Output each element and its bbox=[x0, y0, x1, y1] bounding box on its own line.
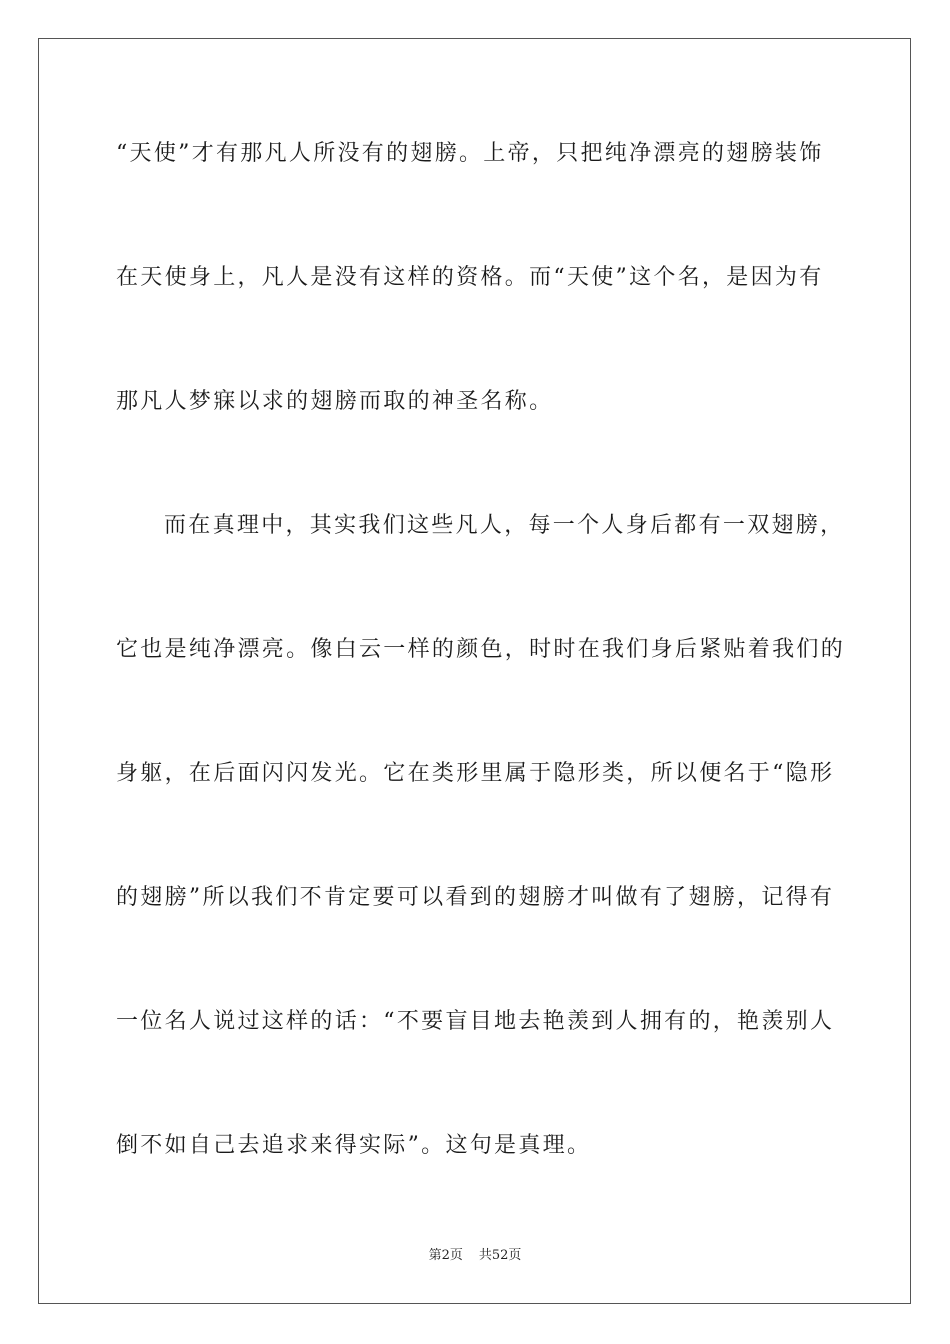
text-line: 一位名人说过这样的话：“不要盲目地去艳羡到人拥有的，艳羡别人 bbox=[116, 1009, 835, 1034]
page-border bbox=[38, 38, 911, 1304]
text-line: 在天使身上，凡人是没有这样的资格。而“天使”这个名，是因为有 bbox=[116, 265, 824, 290]
paragraph-start-line: 而在真理中，其实我们这些凡人，每一个人身后都有一双翅膀， bbox=[164, 513, 845, 538]
text-line: 的翅膀”所以我们不肯定要可以看到的翅膀才叫做有了翅膀，记得有 bbox=[116, 885, 835, 910]
text-line: 它也是纯净漂亮。像白云一样的颜色，时时在我们身后紧贴着我们的 bbox=[116, 637, 846, 662]
page-total: 共52页 bbox=[478, 1248, 522, 1263]
text-line: 身躯，在后面闪闪发光。它在类形里属于隐形类，所以便名于“隐形 bbox=[116, 761, 835, 786]
page-footer bbox=[0, 1247, 950, 1265]
text-line: 倒不如自己去追求来得实际”。这句是真理。 bbox=[116, 1133, 592, 1158]
page-number: 第2页 bbox=[428, 1248, 463, 1263]
text-line: “天使”才有那凡人所没有的翅膀。上帝，只把纯净漂亮的翅膀装饰 bbox=[116, 141, 824, 166]
text-line: 那凡人梦寐以求的翅膀而取的神圣名称。 bbox=[116, 389, 554, 414]
